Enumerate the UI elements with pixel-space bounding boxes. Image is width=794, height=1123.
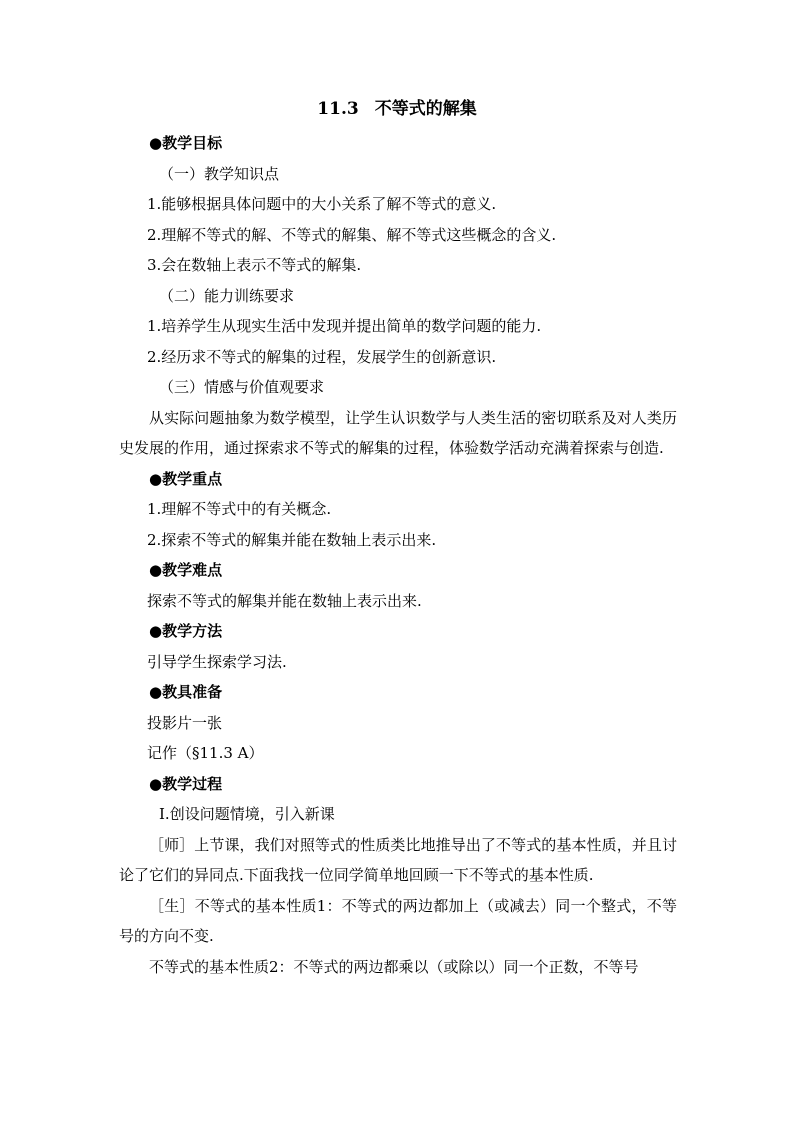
subheading-ability: （二）能力训练要求 (159, 286, 295, 305)
paragraph-emotion: 从实际问题抽象为数学模型，让学生认识数学与人类生活的密切联系及对人类历史发展的作用，通过探索求不等式的解集的过程，体验数学活动充满着探索与创造. (119, 408, 677, 457)
heading-key-points: ●教学重点 (149, 469, 223, 488)
heading-method: ●教学方法 (149, 622, 223, 640)
difficulty-text: 探索不等式的解集并能在数轴上表示出来. (147, 591, 422, 610)
heading-difficulty: ●教学难点 (149, 561, 223, 579)
heading-tools: ●教具准备 (149, 683, 223, 701)
list-item: 2.理解不等式的解、不等式的解集、解不等式这些概念的含义. (147, 225, 557, 244)
list-item: 1.能够根据具体问题中的大小关系了解不等式的意义. (147, 195, 497, 213)
paragraph-property-2: 不等式的基本性质2：不等式的两边都乘以（或除以）同一个正数，不等号 (149, 957, 639, 976)
document-body (119, 128, 677, 982)
section-number: 11.3 (317, 99, 359, 119)
process-step-1: Ⅰ.创设问题情境，引入新课 (159, 805, 335, 823)
paragraph-teacher: ［师］上节课，我们对照等式的性质类比地推导出了不等式的基本性质，并且讨论了它们的异同点.下面我找一位同学简单地回顾一下不等式的基本性质. (119, 835, 677, 884)
page-title (0, 97, 794, 121)
subheading-knowledge: （一）教学知识点 (159, 164, 280, 183)
list-item: 3.会在数轴上表示不等式的解集. (147, 256, 362, 274)
list-item: 1.理解不等式中的有关概念. (147, 500, 332, 518)
list-item: 2.经历求不等式的解集的过程，发展学生的创新意识. (147, 347, 497, 366)
subheading-emotion: （三）情感与价值观要求 (159, 378, 325, 396)
heading-goals: ●教学目标 (149, 134, 223, 152)
method-text: 引导学生探索学习法. (147, 652, 287, 671)
list-item: 2.探索不等式的解集并能在数轴上表示出来. (147, 530, 437, 549)
paragraph-student: ［生］不等式的基本性质1：不等式的两边都加上（或减去）同一个整式，不等号的方向不变. (119, 896, 677, 945)
section-title: 不等式的解集 (374, 99, 477, 119)
list-item: 记作（§11.3 A） (147, 744, 264, 762)
list-item: 投影片一张 (147, 713, 223, 732)
heading-process: ●教学过程 (149, 774, 223, 793)
list-item: 1.培养学生从现实生活中发现并提出简单的数学问题的能力. (147, 317, 542, 335)
